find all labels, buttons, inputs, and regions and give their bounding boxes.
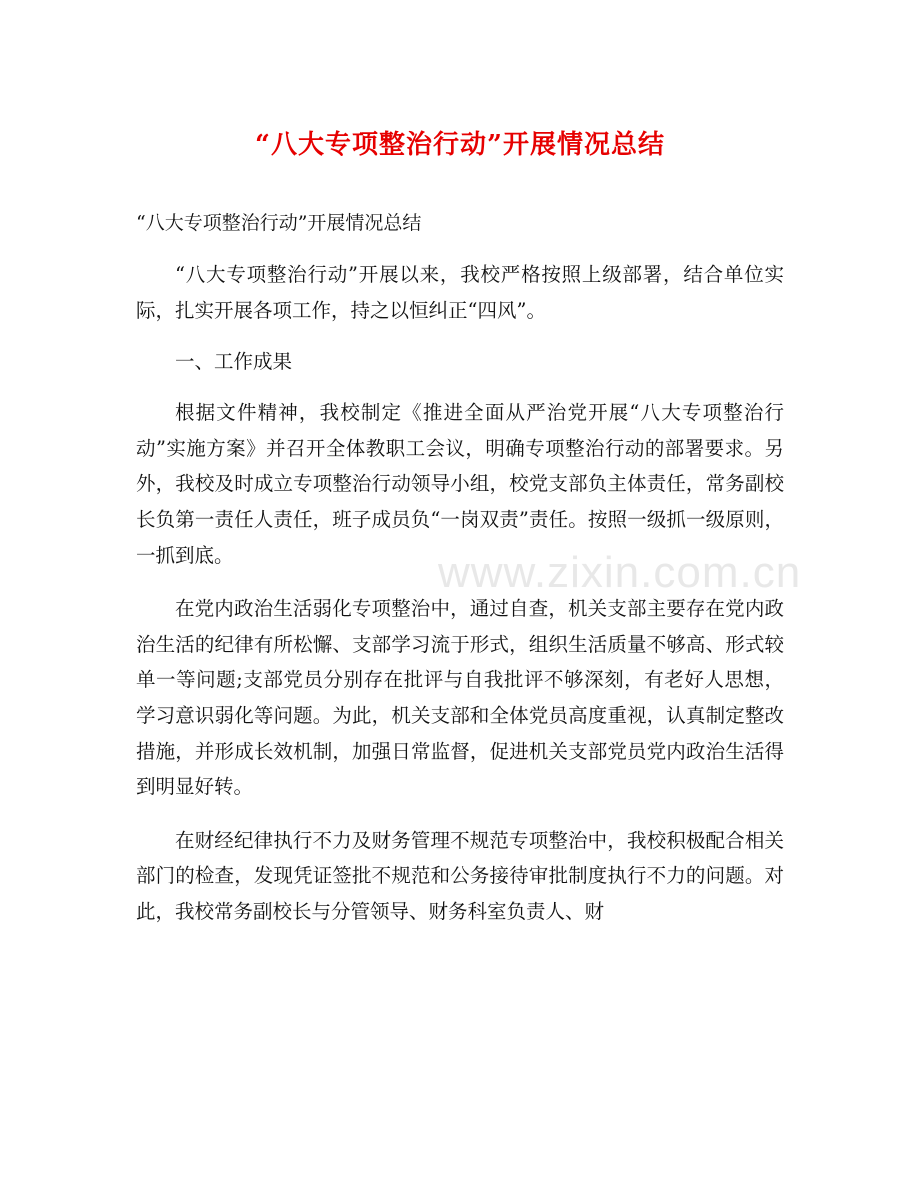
body-paragraph-3: 在财经纪律执行不力及财务管理不规范专项整治中，我校积极配合相关部门的检查，发现凭证签批不规范和公务接待审批制度执行不力的问题。对此，我校常务副校长与分管领导、财务科室负责人、财	[136, 828, 784, 923]
body-paragraph-1: 根据文件精神，我校制定《推进全面从严治党开展“八大专项整治行动”实施方案》并召开全体教职工会议，明确专项整治行动的部署要求。另外，我校及时成立专项整治行动领导小组，校党支部负主体责任，常务副校长负第一责任人责任，班子成员负“一岗双责”责任。按照一级抓一级原则，一抓到底。	[136, 401, 784, 567]
document-title: “八大专项整治行动”开展情况总结	[255, 130, 665, 160]
watermark: www.zixin.com.cn	[438, 548, 802, 597]
intro-paragraph: “八大专项整治行动”开展以来，我校严格按照上级部署，结合单位实际，扎实开展各项工作，持之以恒纠正“四风”。	[136, 263, 784, 322]
section-heading: 一、工作成果	[175, 350, 293, 374]
document-subtitle: “八大专项整治行动”开展情况总结	[136, 212, 422, 234]
document-body	[136, 208, 784, 948]
body-paragraph-2: 在党内政治生活弱化专项整治中，通过自查，机关支部主要存在党内政治生活的纪律有所松懈、支部学习流于形式，组织生活质量不够高、形式较单一等问题;支部党员分别存在批评与自我批评不够深刻，有老好人思想，学习意识弱化等问题。为此，机关支部和全体党员高度重视，认真制定整改措施，并形成长效机制，加强日常监督，促进机关支部党员党内政治生活得到明显好转。	[136, 597, 784, 799]
